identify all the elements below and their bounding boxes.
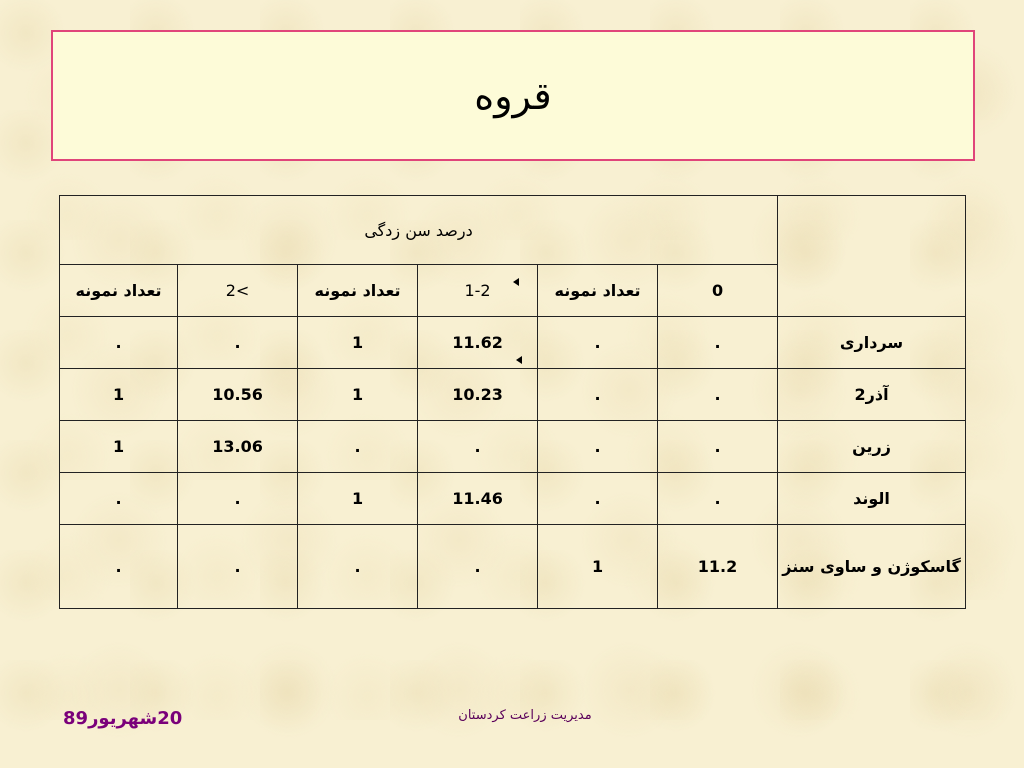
table-cell: . <box>418 421 538 473</box>
table-cell: . <box>178 473 298 525</box>
table-cell: 1 <box>298 369 418 421</box>
table-cell: . <box>298 525 418 609</box>
table-cell: 11.46 <box>418 473 538 525</box>
column-header: >2 <box>178 265 298 317</box>
table-cell: . <box>60 525 178 609</box>
row-label: آذر2 <box>778 369 966 421</box>
table-row <box>60 317 966 369</box>
table-row <box>60 525 966 609</box>
table-cell: . <box>538 317 658 369</box>
table-cell: 1 <box>60 369 178 421</box>
column-header: تعداد نمونه <box>298 265 418 317</box>
table-cell: . <box>418 525 538 609</box>
table-cell: 1 <box>298 317 418 369</box>
table-row <box>60 421 966 473</box>
table-cell: 10.23 <box>418 369 538 421</box>
title-box <box>51 30 975 161</box>
row-label: الوند <box>778 473 966 525</box>
row-label: سرداری <box>778 317 966 369</box>
table-row <box>60 473 966 525</box>
table-cell: . <box>538 473 658 525</box>
table-cell: 13.06 <box>178 421 298 473</box>
group-header: درصد سن زدگی <box>60 196 778 265</box>
table-cell: . <box>60 317 178 369</box>
column-header: تعداد نمونه <box>538 265 658 317</box>
row-label: زرین <box>778 421 966 473</box>
triangle-marker-icon <box>513 278 519 286</box>
table-cell: . <box>538 421 658 473</box>
table-cell: . <box>658 369 778 421</box>
table-cell: . <box>60 473 178 525</box>
slide-title: قروه <box>474 73 552 118</box>
table-cell: . <box>178 525 298 609</box>
corner-cell <box>778 196 966 317</box>
column-header: 1-2 <box>418 265 538 317</box>
table-cell: 11.2 <box>658 525 778 609</box>
table-cell: . <box>658 473 778 525</box>
table-cell: 11.62 <box>418 317 538 369</box>
column-header: تعداد نمونه <box>60 265 178 317</box>
table-cell: . <box>658 317 778 369</box>
table-cell: 10.56 <box>178 369 298 421</box>
table-row <box>60 369 966 421</box>
table-cell: . <box>298 421 418 473</box>
row-label: گاسکوژن و ساوی سنز <box>778 525 966 609</box>
table-cell: 1 <box>60 421 178 473</box>
footer-date: 20شهریور89 <box>63 708 183 729</box>
footer-organization: مدیریت زراعت کردستان <box>458 708 592 723</box>
results-table <box>59 195 966 609</box>
table-cell: . <box>538 369 658 421</box>
table-cell: 1 <box>298 473 418 525</box>
table-cell: . <box>658 421 778 473</box>
table-cell: 1 <box>538 525 658 609</box>
triangle-marker-icon <box>516 356 522 364</box>
table-cell: . <box>178 317 298 369</box>
column-header: 0 <box>658 265 778 317</box>
